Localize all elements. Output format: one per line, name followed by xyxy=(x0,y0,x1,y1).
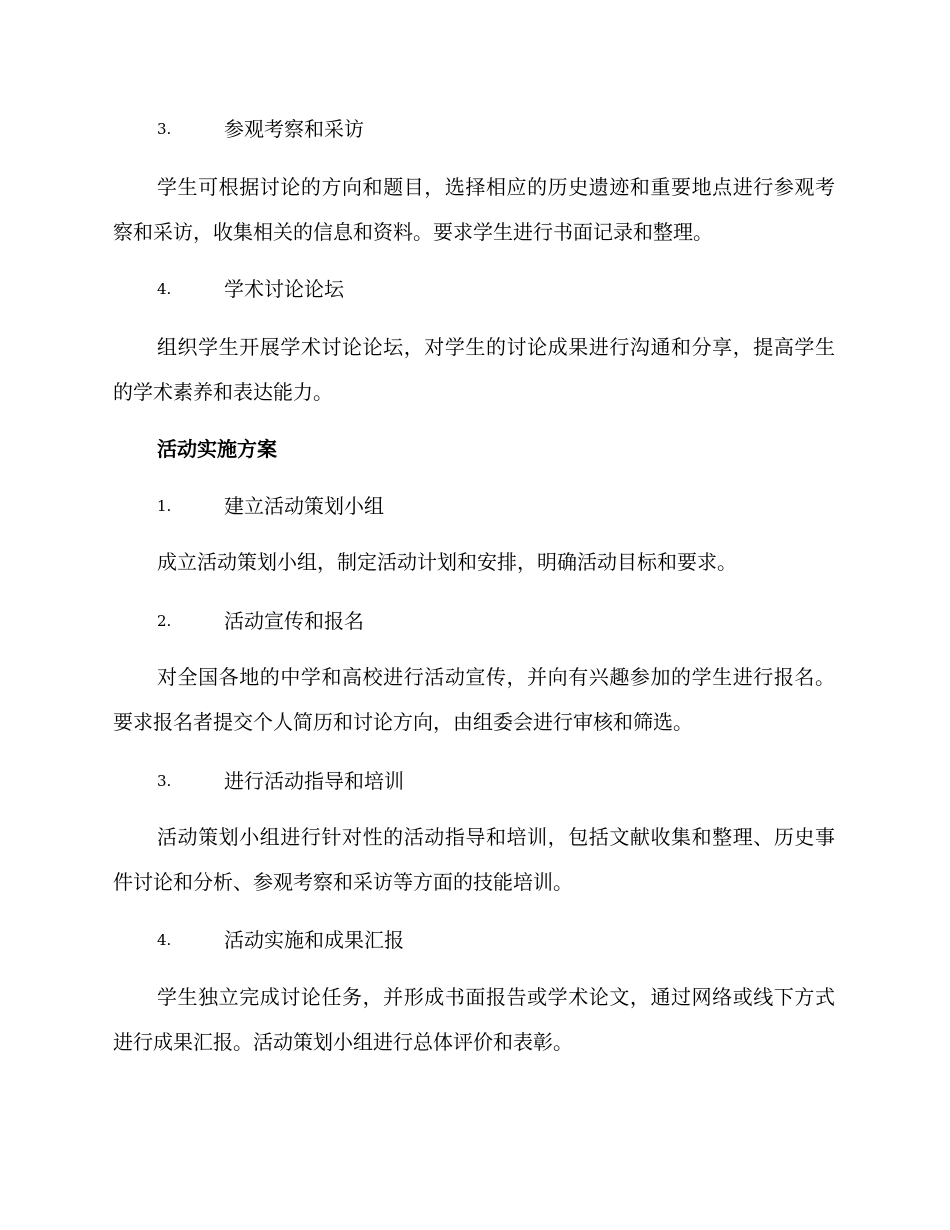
list-item-heading xyxy=(0,761,950,801)
item-title: 参观考察和采访 xyxy=(224,117,364,141)
list-item-heading xyxy=(0,269,950,309)
item-title: 活动宣传和报名 xyxy=(224,609,364,633)
item-number: 3. xyxy=(157,772,172,790)
item-paragraph: 活动策划小组进行针对性的活动指导和培训，包括文献收集和整理、历史事件讨论和分析、参观考察和采访等方面的技能培训。 xyxy=(113,825,835,894)
item-number: 1. xyxy=(157,497,172,515)
item-number: 3. xyxy=(157,120,172,138)
item-title: 学术讨论论坛 xyxy=(224,277,344,301)
item-title: 建立活动策划小组 xyxy=(224,494,384,518)
list-item-heading xyxy=(0,486,950,526)
item-title: 活动实施和成果汇报 xyxy=(224,928,404,952)
item-paragraph: 学生可根据讨论的方向和题目，选择相应的历史遗迹和重要地点进行参观考察和采访，收集相关的信息和资料。要求学生进行书面记录和整理。 xyxy=(113,175,835,244)
list-item-heading xyxy=(0,109,950,149)
list-item-heading xyxy=(0,920,950,960)
item-number: 4. xyxy=(157,280,172,298)
item-paragraph: 对全国各地的中学和高校进行活动宣传，并向有兴趣参加的学生进行报名。要求报名者提交个人简历和讨论方向，由组委会进行审核和筛选。 xyxy=(113,665,835,734)
item-paragraph: 组织学生开展学术讨论论坛，对学生的讨论成果进行沟通和分享，提高学生的学术素养和表达能力。 xyxy=(113,335,835,404)
item-number: 4. xyxy=(157,931,172,949)
item-paragraph: 成立活动策划小组，制定活动计划和安排，明确活动目标和要求。 xyxy=(157,550,737,574)
section-heading: 活动实施方案 xyxy=(157,437,277,461)
item-number: 2. xyxy=(157,612,172,630)
item-title: 进行活动指导和培训 xyxy=(224,769,404,793)
item-paragraph: 学生独立完成讨论任务，并形成书面报告或学术论文，通过网络或线下方式进行成果汇报。活动策划小组进行总体评价和表彰。 xyxy=(113,985,835,1054)
list-item-heading xyxy=(0,601,950,641)
